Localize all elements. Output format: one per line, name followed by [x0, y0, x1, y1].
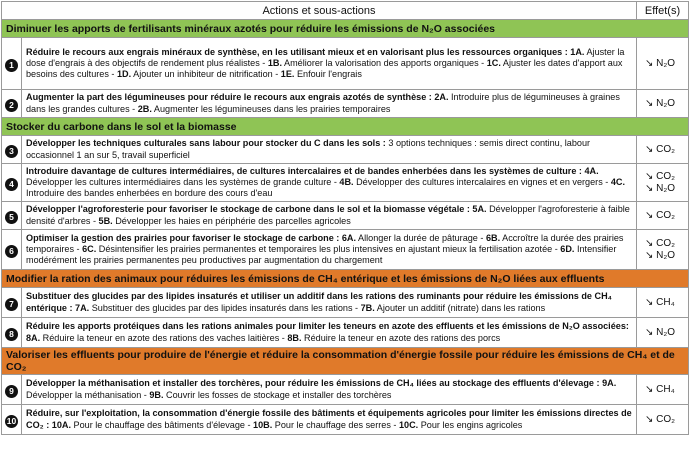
action-text: 3 options techniques : semis direct continu, labour occasionnel 1 an sur 5, travail superficiel — [26, 138, 591, 160]
effect-item: ↘ CO₂ — [645, 170, 676, 182]
effect-item: ↘ CO₂ — [645, 237, 676, 249]
effect-item: ↘ CH₄ — [645, 296, 675, 308]
action-text: Réduire la teneur en azote des rations des vaches laitières - — [40, 332, 288, 343]
action-text-bold: 1E. — [280, 69, 295, 80]
action-number-badge: 5 — [5, 211, 18, 224]
effects-cell — [637, 375, 689, 405]
action-text: Réduire la teneur en azote des rations des porcs — [301, 332, 501, 343]
action-text-bold: 4C. — [610, 176, 625, 187]
action-row — [2, 288, 689, 318]
effects-cell — [637, 136, 689, 164]
action-row — [2, 38, 689, 90]
action-text-bold: Substituer des glucides par des lipides insaturés et utiliser un additif dans les rations des ruminants pour réduire les émissions de CH₄ entérique : 7A. — [26, 291, 612, 313]
action-number-cell — [2, 90, 22, 118]
action-text-bold: 6C. — [82, 243, 97, 254]
action-number-cell — [2, 375, 22, 405]
action-description — [22, 230, 637, 270]
action-text: Développer les haies en périphérie des parcelles agricoles — [112, 215, 351, 226]
action-text: Pour le chauffage des serres - — [272, 419, 399, 430]
action-text-bold: 2B. — [137, 103, 152, 114]
effect-item: ↘ N₂O — [645, 326, 676, 338]
action-text-bold: 8B. — [287, 332, 302, 343]
effect-item: ↘ N₂O — [645, 57, 676, 69]
section-title: Modifier la ration des animaux pour réduires les émissions de CH₄ entérique et les émissions de N₂O liées aux effluents — [2, 270, 689, 288]
action-description — [22, 288, 637, 318]
action-description — [22, 375, 637, 405]
action-text: Ajuster les dates d'apport aux besoins des cultures - — [26, 57, 623, 80]
action-number-cell — [2, 405, 22, 435]
action-text-bold: 7B. — [360, 302, 375, 313]
action-text-bold: Introduire davantage de cultures intermédiaires, de cultures intercalaires et de bandes enherbées dans les systèmes de culture : 4A. — [26, 165, 599, 176]
effect-item: ↘ CO₂ — [645, 209, 676, 221]
action-row — [2, 90, 689, 118]
action-number-cell — [2, 38, 22, 90]
action-text: Ajuster la dose d'engrais à des objectifs de rendement plus réalistes - — [26, 46, 625, 68]
action-row — [2, 202, 689, 230]
action-text-bold: 1B. — [267, 57, 283, 68]
action-description — [22, 38, 637, 90]
action-row — [2, 164, 689, 202]
action-number-cell — [2, 288, 22, 318]
action-text-bold: 10B. — [253, 419, 273, 430]
action-text: Couvrir les fosses de stockage et installer des torchères — [163, 389, 392, 400]
action-text-bold: Augmenter la part des légumineuses pour réduire le recours aux engrais azotés de synthèse : 2A. — [26, 92, 449, 103]
action-number-cell — [2, 202, 22, 230]
effects-cell — [637, 164, 689, 202]
action-text-bold: 5B. — [98, 215, 113, 226]
action-text-bold: 6D. — [560, 243, 575, 254]
action-row — [2, 230, 689, 270]
effect-item: ↘ CO₂ — [645, 143, 676, 155]
effect-item: ↘ N₂O — [645, 182, 676, 194]
action-text: Développer des cultures intercalaires en vignes et en vergers - — [353, 176, 611, 187]
action-text-bold: Optimiser la gestion des prairies pour favoriser le stockage de carbone : 6A. — [26, 232, 357, 243]
action-text: Allonger la durée de pâturage - — [356, 232, 486, 243]
section-title: Valoriser les effluents pour produire de l'énergie et réduire la consommation d'énergie fossile pour réduire les émissions de CH₄ et de CO₂ — [2, 348, 689, 375]
action-text-bold: 6B. — [485, 232, 501, 243]
action-text: Ajouter un inhibiteur de nitrification - — [131, 69, 281, 80]
action-number-cell — [2, 318, 22, 348]
action-text-bold: Développer l'agroforesterie pour favoriser le stockage de carbone dans le sol et la biomasse végétale : 5A. — [26, 204, 487, 215]
action-number-cell — [2, 230, 22, 270]
actions-table — [1, 1, 689, 435]
action-text: Intensifier modérément les prairies permanentes peu productives par augmentation du chargement — [26, 243, 617, 266]
action-description — [22, 318, 637, 348]
effects-cell — [637, 38, 689, 90]
action-number-cell — [2, 136, 22, 164]
action-number-cell — [2, 164, 22, 202]
action-row — [2, 136, 689, 164]
effect-item: ↘ CO₂ — [645, 413, 676, 425]
effects-cell — [637, 202, 689, 230]
action-description — [22, 90, 637, 118]
action-text: Améliorer la valorisation des apports organiques - — [282, 57, 487, 68]
section-title: Diminuer les apports de fertilisants minéraux azotés pour réduire les émissions de N₂O associées — [2, 20, 689, 38]
effects-cell — [637, 405, 689, 435]
action-text-bold: 10C. — [398, 419, 419, 430]
section-row — [2, 348, 689, 375]
action-text-bold: 1D. — [116, 69, 132, 80]
action-text: Augmenter les légumineuses dans les prairies temporaires — [151, 103, 391, 114]
effect-item: ↘ N₂O — [645, 249, 676, 261]
action-description — [22, 136, 637, 164]
action-number-badge: 7 — [5, 298, 18, 311]
action-text-bold: Réduire, sur l'exploitation, la consommation d'énergie fossile des bâtiments et équipements agricoles pour limiter les émissions directes de CO₂ : 10A. — [26, 408, 632, 430]
action-number-badge: 9 — [5, 385, 18, 398]
effect-item: ↘ CH₄ — [645, 383, 675, 395]
section-row — [2, 118, 689, 136]
action-text: Substituer des glucides par des lipides insaturés dans les rations - — [89, 302, 361, 313]
action-row — [2, 405, 689, 435]
action-description — [22, 164, 637, 202]
action-description — [22, 405, 637, 435]
header-row — [2, 2, 689, 20]
action-text: Accroître la durée des prairies temporaires - — [26, 232, 624, 254]
action-text-bold: 1C. — [486, 57, 501, 68]
action-number-badge: 3 — [5, 145, 18, 158]
action-text: Ajouter un additif (nitrate) dans les rations — [374, 302, 546, 313]
effects-cell — [637, 288, 689, 318]
effect-item: ↘ N₂O — [645, 97, 676, 109]
effects-cell — [637, 90, 689, 118]
action-text: Développer les cultures intermédiaires dans les systèmes de grande culture - — [26, 176, 340, 187]
action-row — [2, 318, 689, 348]
action-text: Introduire des bandes enherbées en bordure des cours d'eau — [26, 188, 273, 199]
action-row — [2, 375, 689, 405]
action-text: Pour les engins agricoles — [418, 419, 523, 430]
section-title: Stocker du carbone dans le sol et la biomasse — [2, 118, 689, 136]
action-text-bold: Développer les techniques culturales sans labour pour stocker du C dans les sols : — [26, 138, 386, 149]
action-number-badge: 8 — [5, 328, 18, 341]
action-text-bold: Réduire le recours aux engrais minéraux de synthèse, en les utilisant mieux et en valorisant plus les ressources organiques : 1A. — [26, 46, 585, 57]
action-text: Désintensifier les prairies permanentes et temporaires les plus intensives en ajustant mieux la fertilisation azotée - — [96, 243, 561, 254]
action-number-badge: 6 — [5, 245, 18, 258]
action-number-badge: 4 — [5, 178, 18, 191]
action-text: Introduire plus de légumineuses à graines dans les grandes cultures - — [26, 92, 620, 114]
action-text-bold: 9B. — [149, 389, 164, 400]
action-number-badge: 1 — [5, 59, 18, 72]
action-number-badge: 10 — [6, 415, 17, 426]
action-number-badge: 2 — [5, 99, 18, 112]
header-actions: Actions et sous-actions — [2, 2, 637, 20]
section-row — [2, 270, 689, 288]
section-row — [2, 20, 689, 38]
action-text: Développer l'agroforesterie à faible densité d'arbres - — [26, 204, 630, 226]
header-effects: Effet(s) — [637, 2, 689, 20]
action-text: Enfouir l'engrais — [294, 69, 362, 80]
action-text-bold: Développer la méthanisation et installer des torchères, pour réduire les émissions de CH₄ liées au stockage des effluents d'élevage : 9A. — [26, 378, 617, 389]
action-description — [22, 202, 637, 230]
effects-cell — [637, 318, 689, 348]
action-text-bold: Réduire les apports protéiques dans les rations animales pour limiter les teneurs en azote des effluents et les émissions de N₂O associées: 8A. — [26, 321, 629, 343]
effects-cell — [637, 230, 689, 270]
action-text-bold: 4B. — [339, 176, 354, 187]
action-text: Développer la méthanisation - — [26, 389, 150, 400]
table-body — [2, 20, 689, 435]
action-text: Pour le chauffage des bâtiments d'élevage - — [70, 419, 254, 430]
